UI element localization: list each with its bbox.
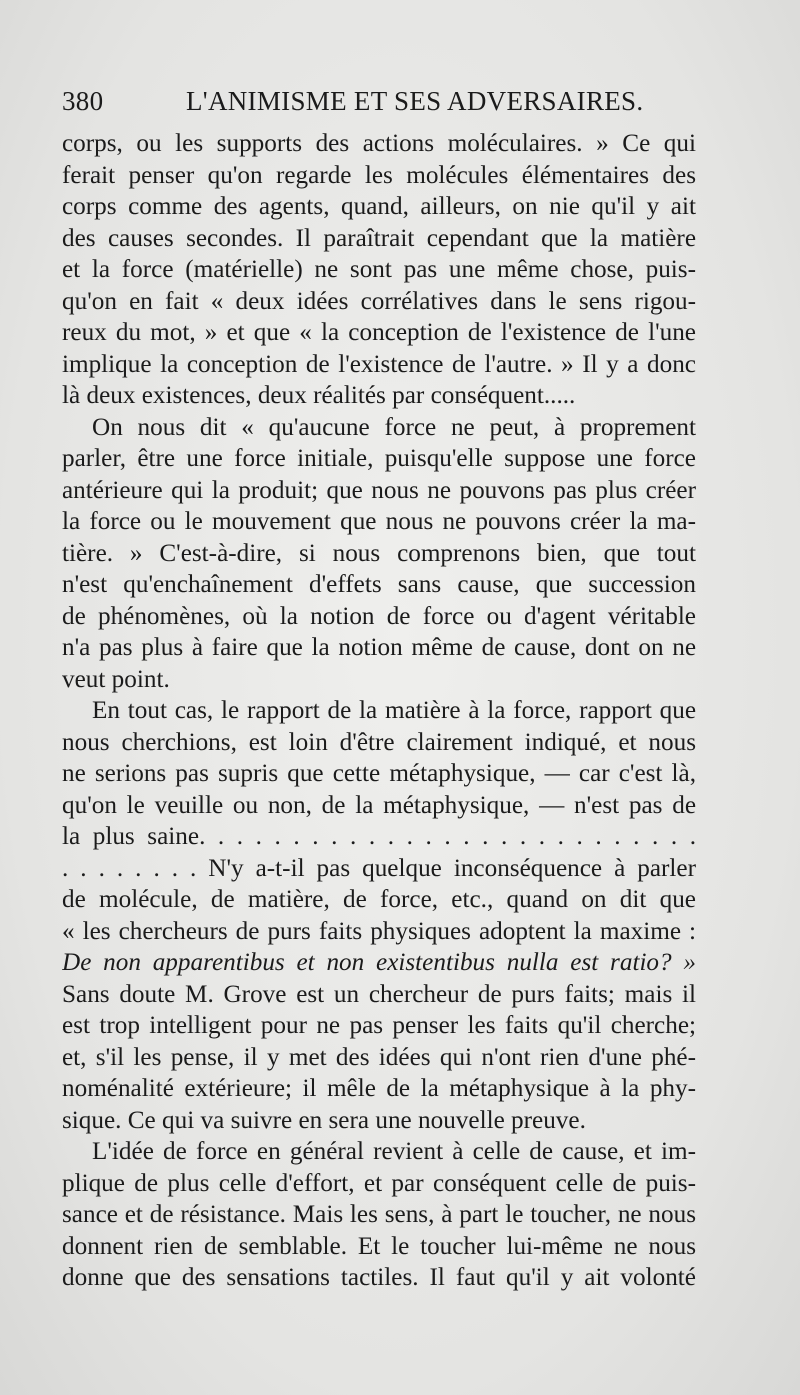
text-line: qu'on en fait « deux idées corrélatives dans le sens rigou- <box>62 287 696 315</box>
text-line: tière. » C'est-à-dire, si nous comprenons bien, que tout <box>62 539 696 567</box>
text-line: et la force (matérielle) ne sont pas une même chose, puis- <box>62 256 696 283</box>
text-line: parler, être une force initiale, puisqu'elle suppose une force <box>62 445 696 472</box>
text-line: est trop intelligent pour ne pas penser les faits qu'il cherche; <box>62 1012 696 1039</box>
text-line: et, s'il les pense, il y met des idées qui n'ont rien d'une phé- <box>62 1043 696 1071</box>
text-line: de molécule, de matière, de force, etc., quand on dit que <box>62 886 696 913</box>
text-line: L'idée de force en général revient à celle de cause, et im- <box>92 1138 696 1165</box>
text-line: de phénomènes, où la notion de force ou d'agent véritable <box>62 602 696 630</box>
text-line: donnent rien de semblable. Et le toucher lui-même ne nous <box>62 1232 696 1260</box>
text-line: Sans doute M. Grove est un chercheur de purs faits; mais il <box>62 980 696 1008</box>
text-line: noménalité extérieure; il mêle de la métaphysique à la phy- <box>62 1075 696 1102</box>
text-line: donne que des sensations tactiles. Il faut qu'il y ait volonté <box>62 1264 696 1291</box>
text-line: des causes secondes. Il paraîtrait cependant que la matière <box>62 224 696 252</box>
latin-maxim-line: De non apparentibus et non existentibus nulla est ratio? » <box>62 949 696 976</box>
text-line: qu'on le veuille ou non, de la métaphysique, — n'est pas de <box>62 791 696 819</box>
text-line: sance et de résistance. Mais les sens, à part le toucher, ne nous <box>62 1201 696 1228</box>
text-line: implique la conception de l'existence de l'autre. » Il y a donc <box>62 350 696 378</box>
text-line: En tout cas, le rapport de la matière à la force, rapport que <box>92 697 696 724</box>
text-line: la force ou le mouvement que nous ne pouvons créer la ma- <box>62 508 696 535</box>
text-line: ne serions pas supris que cette métaphysique, — car c'est là, <box>62 760 696 787</box>
page-number: 380 <box>62 86 104 116</box>
text-line: On nous dit « qu'aucune force ne peut, à proprement <box>92 413 696 441</box>
text-line: ferait penser qu'on regarde les molécules élémentaires des <box>62 161 696 189</box>
running-header <box>62 86 692 126</box>
text-line: la plus saine. . . . . . . . . . . . . . . . . . . . . . . . . . . <box>62 823 696 850</box>
running-title: L'ANIMISME ET SES ADVERSAIRES. <box>186 86 644 116</box>
text-line: corps comme des agents, quand, ailleurs, on nie qu'il y ait <box>62 193 696 220</box>
text-line: n'a pas plus à faire que la notion même de cause, dont on ne <box>62 634 696 661</box>
text-line: . . . . . . . . N'y a-t-il pas quelque inconséquence à parler <box>62 854 696 882</box>
text-line: plique de plus celle d'effort, et par conséquent celle de puis- <box>62 1169 696 1197</box>
text-line: antérieure qui la produit; que nous ne pouvons pas plus créer <box>62 476 696 504</box>
text-line: « les chercheurs de purs faits physiques adoptent la maxime : <box>62 917 696 945</box>
text-line: reux du mot, » et que « la conception de l'existence de l'une <box>62 319 696 346</box>
text-line: corps, ou les supports des actions moléculaires. » Ce qui <box>62 130 696 157</box>
text-line: veut point. <box>62 665 170 693</box>
text-line: sique. Ce qui va suivre en sera une nouvelle preuve. <box>62 1106 586 1134</box>
text-line: n'est qu'enchaînement d'effets sans cause, que succession <box>62 571 696 598</box>
text-line: là deux existences, deux réalités par conséquent..... <box>62 382 576 409</box>
body-text <box>62 128 696 1294</box>
text-line: nous cherchions, est loin d'être clairement indiqué, et nous <box>62 728 696 756</box>
